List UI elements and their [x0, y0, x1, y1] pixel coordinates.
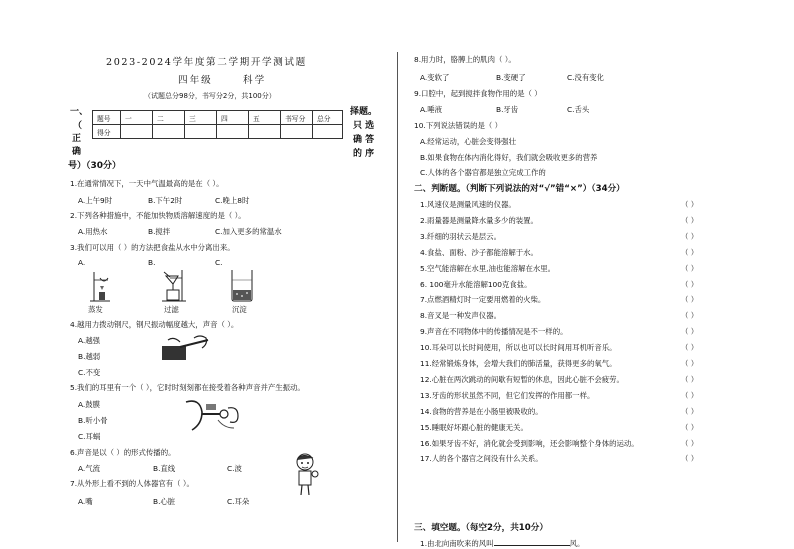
q6-option-a[interactable]: A.气流	[78, 464, 101, 473]
true-false-item: 2.雨量器是测量降水量多少的装置。	[420, 215, 538, 225]
answer-paren[interactable]: （ ）	[681, 247, 699, 257]
q2-option-a[interactable]: A.用热水	[78, 227, 108, 236]
cartoon-boy-figure	[293, 452, 319, 496]
answer-paren[interactable]: （ ）	[681, 215, 699, 225]
section1-right-frag4: 的 序	[353, 149, 375, 159]
filtration-apparatus-figure	[160, 268, 190, 302]
score-table	[92, 110, 343, 139]
q3-option-b[interactable]: B.	[148, 258, 156, 267]
true-false-item: 12.心脏在两次跳动的间歇有短暂的休息，因此心脏不会疲劳。	[420, 374, 624, 384]
score-header-cell: 四	[217, 111, 249, 125]
q3-caption-evaporation: 蒸发	[88, 305, 103, 314]
section3-heading: 三、填空题。（每空2分，共10分）	[414, 523, 548, 533]
q5-option-a[interactable]: A.鼓膜	[78, 400, 101, 409]
fill-question-1-after: 风。	[569, 539, 585, 548]
score-header-cell: 二	[153, 111, 185, 125]
answer-paren[interactable]: （ ）	[681, 359, 699, 368]
true-false-item: 6. 100毫升水能溶解100克食盐。	[420, 279, 532, 289]
section2-heading: 二、判断题。（判断下列说法的对“√”错“×”）（34分）	[414, 184, 625, 194]
q7-option-b[interactable]: B.心脏	[153, 497, 176, 506]
score-header-cell: 一	[121, 111, 153, 125]
question-9-stem: 9.口腔中，起到搅拌食物作用的是（ ）	[414, 89, 542, 98]
score-cell[interactable]	[185, 125, 217, 139]
q3-caption-filtration: 过滤	[164, 305, 179, 314]
q3-option-c[interactable]: C.	[215, 258, 223, 267]
score-row-label: 得分	[93, 125, 121, 139]
true-false-item: 4.食盐、面粉、沙子都能溶解于水。	[420, 247, 538, 257]
sedimentation-beaker-figure	[229, 268, 255, 302]
true-false-item: 7.点燃酒精灯时一定要用燃着的火柴。	[420, 295, 546, 305]
section1-score: 号）（30分）	[68, 161, 122, 171]
q4-option-a[interactable]: A.越强	[78, 336, 101, 345]
q1-option-b[interactable]: B.下午2时	[148, 196, 183, 205]
q6-option-c[interactable]: C.波	[227, 464, 242, 473]
q8-option-b[interactable]: B.变硬了	[496, 73, 526, 82]
answer-paren[interactable]: （ ）	[681, 438, 699, 448]
answer-paren[interactable]: （ ）	[681, 406, 699, 416]
section1-right-frag3: 确 答	[353, 135, 375, 145]
score-note: （试题总分98分，书写分2分，共100分）	[144, 92, 276, 100]
section1-number: 一、	[70, 107, 89, 117]
q9-option-c[interactable]: C.舌头	[567, 105, 590, 114]
ruler-plucking-figure	[160, 334, 210, 364]
ear-anatomy-figure	[180, 398, 244, 434]
true-false-item: 14.食物的营养是在小肠里被吸收的。	[420, 406, 543, 416]
q8-option-a[interactable]: A.变软了	[420, 73, 450, 82]
q1-option-c[interactable]: C.晚上8时	[215, 196, 250, 205]
true-false-item: 11.经常锻炼身体，会增大我们的肺活量，获得更多的氧气。	[420, 359, 617, 368]
q2-option-b[interactable]: B.搅拌	[148, 227, 171, 236]
answer-paren[interactable]: （ ）	[681, 311, 699, 321]
q2-option-c[interactable]: C.加入更多的常温水	[215, 227, 282, 236]
answer-paren[interactable]: （ ）	[681, 231, 699, 241]
fill-question-1-before: 1.由北向南吹来的风叫	[420, 539, 494, 548]
true-false-item: 5.空气能溶解在水里,油也能溶解在水里。	[420, 263, 556, 273]
answer-paren[interactable]: （ ）	[681, 263, 699, 273]
question-1-stem: 1.在通常情况下，一天中气温最高的是在（ ）。	[70, 179, 224, 188]
answer-paren[interactable]: （ ）	[681, 454, 699, 464]
true-false-item: 8.音叉是一种发声仪器。	[420, 311, 501, 321]
q9-option-b[interactable]: B.牙齿	[496, 105, 519, 114]
true-false-item: 15.睡眠好坏跟心脏的健康无关。	[420, 422, 528, 432]
answer-paren[interactable]: （ ）	[681, 200, 699, 209]
fill-blank-1[interactable]	[494, 538, 570, 546]
question-4-stem: 4.越用力拨动钢尺，钢尺振动幅度越大，声音（ ）。	[70, 320, 239, 329]
question-5-stem: 5.我们的耳里有一个（ ），它时时刻刻都在接受着各种声音并产生振动。	[70, 383, 305, 392]
true-false-item: 9.声音在不同物体中的传播情况是不一样的。	[420, 327, 568, 337]
q4-option-b[interactable]: B.越弱	[78, 352, 101, 361]
answer-paren[interactable]: （ ）	[681, 374, 699, 384]
score-cell[interactable]	[121, 125, 153, 139]
section1-right-frag1: 择题。	[350, 107, 378, 117]
evaporation-apparatus-figure	[86, 268, 114, 302]
true-false-item: 3.纤细的羽状云是层云。	[420, 231, 501, 241]
q10-option-b[interactable]: B.如果食物在体内消化得好，我们就会吸收更多的营养	[420, 153, 598, 162]
q3-option-a[interactable]: A.	[78, 258, 86, 267]
answer-paren[interactable]: （ ）	[681, 390, 699, 400]
score-cell[interactable]	[249, 125, 281, 139]
score-cell[interactable]	[313, 125, 343, 139]
q7-option-a[interactable]: A.嘴	[78, 497, 93, 506]
grade-label: 四年级	[178, 75, 213, 86]
true-false-item: 10.耳朵可以长时间使用，所以也可以长时间用耳机听音乐。	[420, 343, 617, 353]
section1-right-frag2: 只 选	[353, 121, 375, 131]
score-header-cell: 五	[249, 111, 281, 125]
score-cell[interactable]	[217, 125, 249, 139]
q1-option-a[interactable]: A.上午9时	[78, 196, 113, 205]
q5-option-b[interactable]: B.听小骨	[78, 416, 108, 425]
section1-que: 确	[72, 147, 82, 157]
subject-label: 科学	[243, 75, 267, 86]
question-6-stem: 6.声音是以（ ）的形式传播的。	[70, 448, 176, 457]
column-divider	[397, 52, 398, 542]
q7-option-c[interactable]: C.耳朵	[227, 497, 250, 506]
score-header-cell: 题号	[93, 111, 121, 125]
score-header-cell: 总分	[313, 111, 343, 125]
true-false-item: 17.人的各个器官之间没有什么关系。	[420, 454, 543, 464]
true-false-item: 16.如果牙齿不好，消化就会受到影响，还会影响整个身体的运动。	[420, 438, 639, 448]
answer-paren[interactable]: （ ）	[681, 327, 699, 337]
question-3-stem: 3.我们可以用（ ）的方法把食盐从水中分离出来。	[70, 243, 235, 252]
question-10-stem: 10.下列说法错误的是（ ）	[414, 121, 503, 130]
q3-caption-sedimentation: 沉淀	[232, 305, 247, 314]
score-header-cell: 书写分	[281, 111, 313, 125]
answer-paren[interactable]: （ ）	[681, 279, 699, 289]
question-2-stem: 2.下列各种措施中，不能加快物质溶解速度的是（ ）。	[70, 211, 246, 220]
fill-question-1	[420, 538, 584, 549]
question-7-stem: 7.从外形上看不到的人体器官有（ ）。	[70, 479, 194, 488]
q10-option-a[interactable]: A.经常运动，心脏会变得强壮	[420, 137, 516, 146]
answer-paren[interactable]: （ ）	[681, 295, 699, 305]
answer-paren[interactable]: （ ）	[681, 343, 699, 353]
q9-option-a[interactable]: A.唾液	[420, 105, 443, 114]
q10-option-c[interactable]: C.人体的各个器官都是独立完成工作的	[420, 168, 546, 177]
score-cell[interactable]	[153, 125, 185, 139]
section1-zheng: 正	[72, 134, 82, 144]
section1-paren: （	[73, 121, 83, 131]
q6-option-b[interactable]: B.直线	[153, 464, 176, 473]
q4-option-c[interactable]: C.不变	[78, 368, 101, 377]
true-false-item: 13.牙齿的形状虽然不同，但它们发挥的作用都一样。	[420, 390, 595, 400]
score-header-cell: 三	[185, 111, 217, 125]
exam-title: 2023-2024学年度第二学期开学测试题	[106, 57, 307, 68]
score-cell[interactable]	[281, 125, 313, 139]
question-8-stem: 8.用力时，胳膊上的肌肉（ ）。	[414, 55, 516, 64]
q5-option-c[interactable]: C.耳蜗	[78, 432, 101, 441]
q8-option-c[interactable]: C.没有变化	[567, 73, 605, 82]
true-false-item: 1.风速仪是测量风速的仪器。	[420, 200, 516, 209]
answer-paren[interactable]: （ ）	[681, 422, 699, 432]
